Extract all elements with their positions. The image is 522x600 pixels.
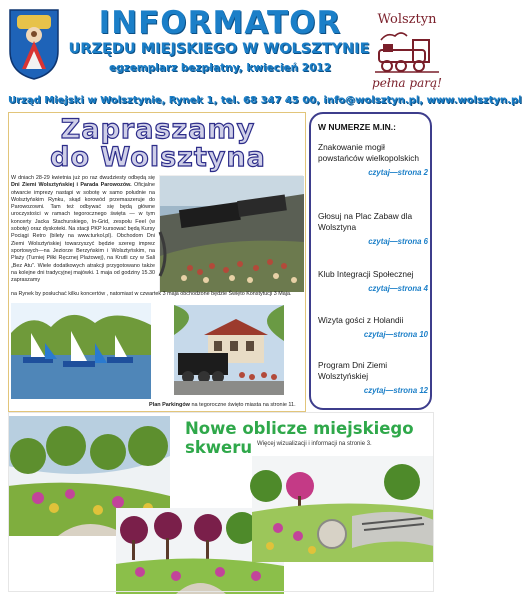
wolsztyn-logo — [363, 8, 451, 94]
city-crest-icon — [7, 7, 61, 81]
section-note: Więcej wizualizacji i informacji na stronie 3. — [257, 441, 372, 447]
article-tail: na Rynek by posłuchać kilku koncertów , natomiast w czwartek 3 maja obchodzone będzie Święto Konstytucji 3 Maja. — [11, 291, 292, 297]
issue-item[interactable] — [318, 142, 428, 177]
newsletter-title: INFORMATOR — [98, 5, 342, 41]
issue-item-title: Klub Integracji Społecznej — [318, 269, 414, 279]
issue-item-page-link[interactable]: czytaj—strona 10 — [363, 330, 428, 339]
sailboats-photo — [11, 303, 151, 399]
square-visualisation-section — [8, 412, 434, 594]
article-body-text: Oficjalne otwarcie imprezy nastąpi w sobotę w samo południe na Wolsztyńskim Rynku, skąd korowód przemaszeruje do Parowozowni. Tam też odbywać się będą główne uroczystości w ramach tegorocznego święta — w tym koncerty Jacka Stachurskiego, In-Grid, zespołu Feel (w sobotę) oraz dyskoteki. Na stacji PKP kursować będą Kursy Pociągi Retro (bilety na www.turkol.pl). Obchodom Dni Ziemi Wolsztyńskiej towarzyszyć będzie szereg imprez sportowych—na Jeziorze Berzyńskim i Wolsztyńskim, na Plaży (Turniej Piłki Ręcznej Plażowej), na Krutli czy w Sali „Bez Atu”. Wiele dodatkowych atrakcji przygotowano także na kolejne dni tradycyjnej majówki. 1 maja od godziny 15.30 zapraszamy — [11, 182, 155, 284]
article-body — [11, 175, 155, 284]
caption-text: na tegoroczne święto miasta na stronie 11. — [189, 402, 296, 408]
newsletter-subtitle: URZĘDU MIEJSKIEGO W WOLSZTYNIE — [68, 41, 370, 57]
logo-top-text: Wolsztyn — [377, 12, 437, 27]
section-title: Nowe oblicze miejskiego skweru — [185, 419, 414, 457]
issue-item-page-link[interactable]: czytaj—strona 6 — [368, 237, 428, 246]
issue-item-page-link[interactable]: czytaj—strona 12 — [363, 386, 428, 395]
steam-locomotives-photo — [159, 175, 303, 291]
issue-item-title: Głosuj na Plac Zabaw dla Wolsztyna — [318, 211, 413, 232]
feature-article — [8, 112, 306, 412]
issue-item-page-link[interactable]: czytaj—strona 4 — [368, 284, 428, 293]
article-event-name: Dni Ziemi Wolsztyńskiej i Parada Parowozów. — [11, 182, 132, 189]
issue-item[interactable] — [318, 269, 428, 293]
railway-station-photo — [174, 305, 284, 395]
in-this-issue-box — [309, 112, 432, 410]
logo-slogan: pełna parą! — [372, 76, 442, 90]
steam-train-icon — [373, 30, 441, 74]
issue-info: egzemplarz bezpłatny, kwiecień 2012 — [108, 62, 332, 74]
issue-item-title: Znakowanie mogił powstańców wielkopolskich — [318, 142, 419, 163]
issue-item-title: Program Dni Ziemi Wolsztyńskiej — [318, 360, 388, 381]
issue-item-page-link[interactable]: czytaj—strona 2 — [368, 168, 428, 177]
contact-address: Urząd Miejski w Wolsztynie, Rynek 1, tel. 68 347 45 00, info@wolsztyn.pl, www.wolsztyn.pl — [8, 95, 522, 106]
caption-bold: Plan Parkingów — [149, 402, 190, 408]
issue-item-title: Wizyta gości z Holandii — [318, 315, 404, 325]
garden-visualisation-3 — [252, 456, 434, 562]
headline-line-1: Zapraszamy — [60, 114, 256, 145]
issue-item[interactable] — [318, 211, 428, 246]
headline-line-2: do Wolsztyna — [50, 142, 266, 173]
photo-caption — [149, 402, 307, 408]
issue-item[interactable] — [318, 360, 428, 395]
issue-item[interactable] — [318, 315, 428, 339]
in-this-issue-heading: W NUMERZE M.IN.: — [318, 122, 396, 132]
article-intro: W dniach 28-29 kwietnia już po raz dwudziesty odbędą się — [11, 175, 155, 181]
